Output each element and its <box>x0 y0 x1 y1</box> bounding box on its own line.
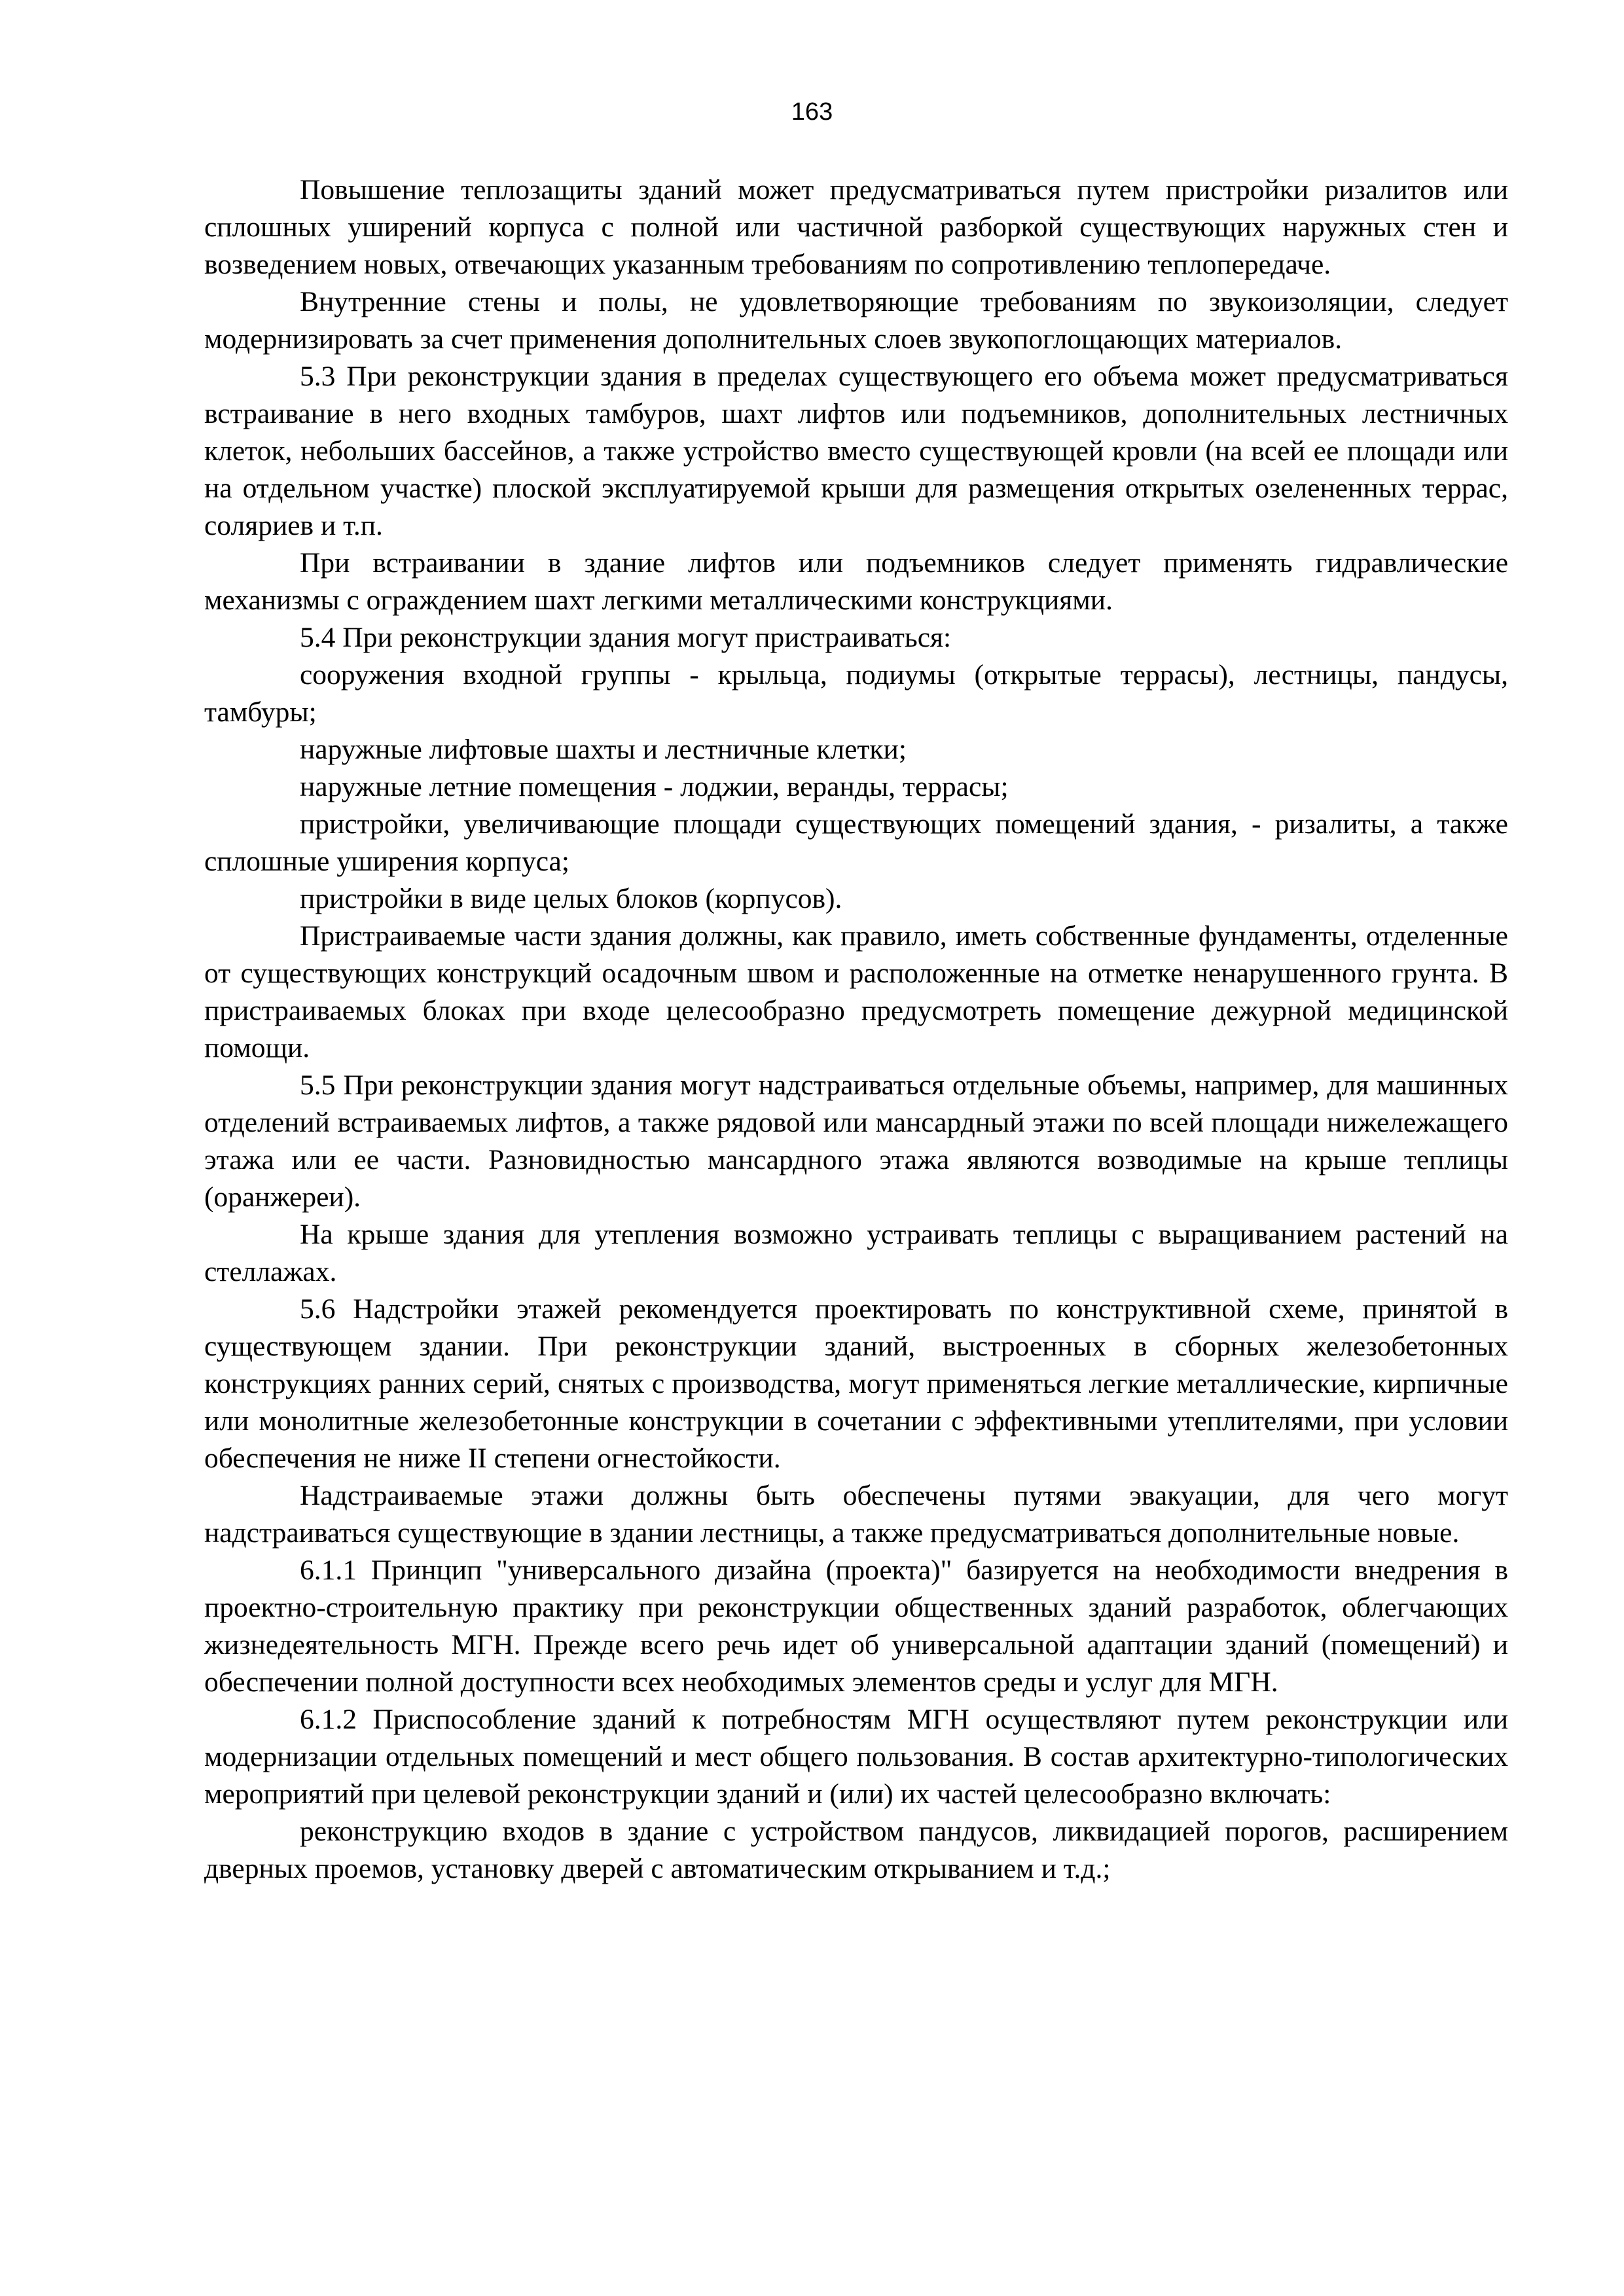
paragraph: наружные лифтовые шахты и лестничные клетки; <box>300 734 907 765</box>
paragraph: наружные летние помещения - лоджии, веранды, террасы; <box>300 771 1009 802</box>
paragraph: 5.5 При реконструкции здания могут надстраиваться отдельные объемы, например, для машинных отделений встраиваемых лифтов, а также рядовой или мансардный этажи по всей площади нижележащего этажа или ее части. Разновидностью мансардного этажа являются возводимые на крыше теплицы (оранжереи). <box>204 1069 1508 1213</box>
paragraph: На крыше здания для утепления возможно устраивать теплицы с выращиванием растений на стеллажах. <box>204 1219 1508 1287</box>
page-number: 163 <box>791 98 833 126</box>
paragraph: сооружения входной группы - крыльца, подиумы (открытые террасы), лестницы, пандусы, тамбуры; <box>204 659 1508 728</box>
paragraph: реконструкцию входов в здание с устройством пандусов, ликвидацией порогов, расширением дверных проемов, установку дверей с автоматическим открыванием и т.д.; <box>204 1816 1508 1884</box>
paragraph: Внутренние стены и полы, не удовлетворяющие требованиям по звукоизоляции, следует модернизировать за счет применения дополнительных слоев звукопоглощающих материалов. <box>204 286 1508 355</box>
paragraph: пристройки, увеличивающие площади существующих помещений здания, - ризалиты, а также сплошные уширения корпуса; <box>204 808 1508 877</box>
document-body <box>204 171 1508 1888</box>
paragraph: 5.6 Надстройки этажей рекомендуется проектировать по конструктивной схеме, принятой в существующем здании. При реконструкции зданий, выстроенных в сборных железобетонных конструкциях ранних серий, снятых с производства, могут применяться легкие металлические, кирпичные или монолитные железобетонные конструкции в сочетании с эффективными утеплителями, при условии обеспечения не ниже II степени огнестойкости. <box>204 1293 1508 1474</box>
paragraph: пристройки в виде целых блоков (корпусов). <box>300 883 842 914</box>
paragraph: 6.1.1 Принцип "универсального дизайна (проекта)" базируется на необходимости внедрения в проектно-строительную практику при реконструкции общественных зданий разработок, облегчающих жизнедеятельность МГН. Прежде всего речь идет об универсальной адаптации зданий (помещений) и обеспечении полной доступности всех необходимых элементов среды и услуг для МГН. <box>204 1554 1508 1698</box>
paragraph: Надстраиваемые этажи должны быть обеспечены путями эвакуации, для чего могут надстраиваться существующие в здании лестницы, а также предусматриваться дополнительные новые. <box>204 1480 1508 1549</box>
paragraph: 6.1.2 Приспособление зданий к потребностям МГН осуществляют путем реконструкции или модернизации отдельных помещений и мест общего пользования. В состав архитектурно-типологических мероприятий при целевой реконструкции зданий и (или) их частей целесообразно включать: <box>204 1704 1508 1810</box>
paragraph: 5.4 При реконструкции здания могут пристраиваться: <box>300 622 952 653</box>
paragraph: 5.3 При реконструкции здания в пределах существующего его объема может предусматриваться встраивание в него входных тамбуров, шахт лифтов или подъемников, дополнительных лестничных клеток, небольших бассейнов, а также устройство вместо существующей кровли (на всей ее площади или на отдельном участке) плоской эксплуатируемой крыши для размещения открытых озелененных террас, соляриев и т.п. <box>204 361 1508 541</box>
paragraph: При встраивании в здание лифтов или подъемников следует применять гидравлические механизмы с ограждением шахт легкими металлическими конструкциями. <box>204 547 1508 616</box>
paragraph: Пристраиваемые части здания должны, как правило, иметь собственные фундаменты, отделенные от существующих конструкций осадочным швом и расположенные на отметке ненарушенного грунта. В пристраиваемых блоках при входе целесообразно предусмотреть помещение дежурной медицинской помощи. <box>204 920 1508 1064</box>
paragraph: Повышение теплозащиты зданий может предусматриваться путем пристройки ризалитов или сплошных уширений корпуса с полной или частичной разборкой существующих наружных стен и возведением новых, отвечающих указанным требованиям по сопротивлению теплопередаче. <box>204 174 1508 280</box>
